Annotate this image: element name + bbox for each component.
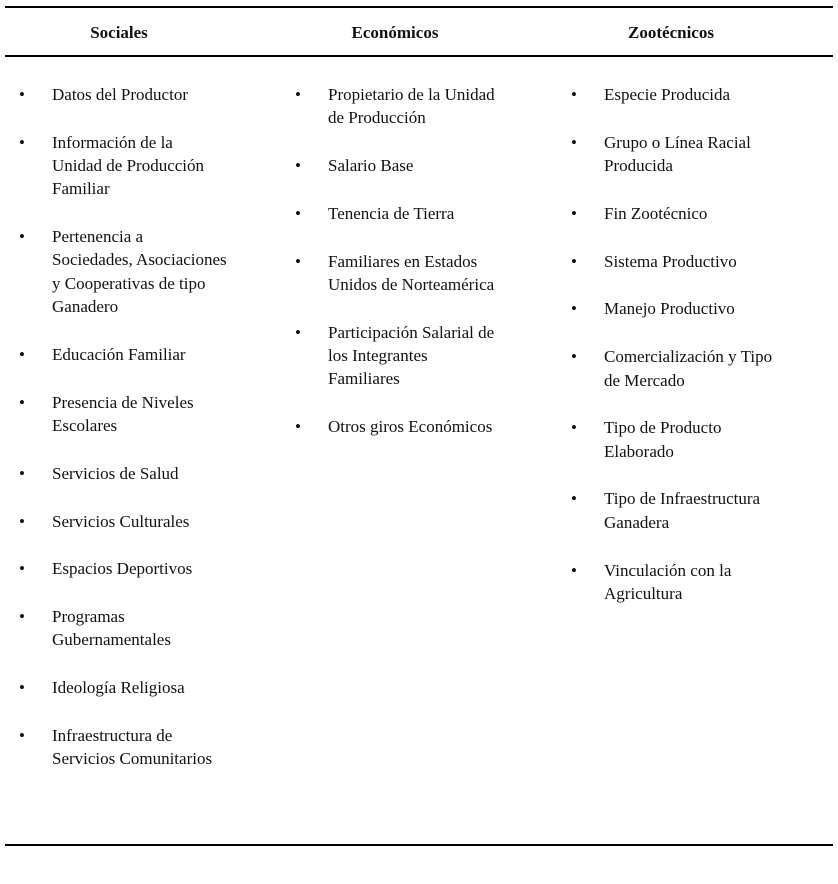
list-item [567,416,792,463]
bullet-icon: • [295,417,301,437]
list-item-text: Grupo o Línea Racial Producida [604,132,751,176]
list-item [15,724,240,771]
list-item [15,391,240,438]
bullet-icon: • [571,132,577,152]
bullet-icon: • [19,344,25,364]
list-item-text: Salario Base [328,156,414,176]
sociales-list [15,83,240,795]
list-item-text: Servicios de Salud [52,463,179,483]
economicos-list [291,83,516,463]
list-item-text: Pertenencia a Sociedades, Asociaciones y Cooperativas de tipo Ganadero [52,227,227,317]
list-item-text: Otros giros Económicos [328,417,493,437]
column-header-sociales: Sociales [90,23,148,42]
list-item-text: Ideología Religiosa [52,678,185,698]
list-item [567,297,792,320]
list-item [15,510,240,533]
bullet-icon: • [19,132,25,152]
bullet-icon: • [19,85,25,104]
bullet-icon: • [571,418,577,438]
bullet-icon: • [295,251,301,271]
bullet-icon: • [295,203,301,223]
bullet-icon: • [19,463,25,483]
column-header-zootecnicos: Zootécnicos [628,23,714,42]
bullet-icon: • [19,392,25,412]
list-item [15,462,240,485]
list-item-text: Vinculación con la Agricultura [604,560,732,603]
list-item [15,343,240,366]
list-item-text: Fin Zootécnico [604,203,708,223]
list-item-text: Programas Gubernamentales [52,607,171,650]
list-item [567,83,792,106]
list-item-text: Presencia de Niveles Escolares [52,392,194,435]
list-item [15,83,240,106]
list-item [15,131,240,201]
zootecnicos-list [567,83,792,630]
table-bottom-rule [5,844,833,846]
list-item-text: Infraestructura de Servicios Comunitarios [52,726,213,769]
list-item-text: Manejo Productivo [604,299,735,319]
list-item-text: Tenencia de Tierra [328,203,455,223]
list-item [291,202,516,225]
list-item-text: Información de la Unidad de Producción Familiar [52,132,205,199]
bullet-icon: • [295,322,301,342]
bullet-icon: • [19,678,25,698]
bullet-icon: • [295,85,301,104]
list-item-text: Espacios Deportivos [52,559,193,579]
list-item-text: Familiares en Estados Unidos de Norteamérica [328,251,495,294]
list-item [15,605,240,652]
table-header-rule [5,55,833,57]
column-header-economicos: Económicos [351,23,439,42]
bullet-icon: • [571,560,577,580]
list-item [291,321,516,391]
list-item [567,202,792,225]
bullet-icon: • [295,156,301,176]
list-item-text: Tipo de Producto Elaborado [604,418,722,461]
list-item-text: Participación Salarial de los Integrantes Familiares [328,322,495,389]
bullet-icon: • [19,227,25,247]
bullet-icon: • [19,559,25,579]
list-item [567,250,792,273]
bullet-icon: • [571,251,577,271]
bullet-icon: • [571,489,577,509]
bullet-icon: • [19,607,25,627]
bullet-icon: • [19,726,25,746]
table-top-rule [5,6,833,8]
list-item-text: Comercialización y Tipo de Mercado [604,347,773,390]
list-item-text: Servicios Culturales [52,511,190,531]
list-item-text: Tipo de Infraestructura Ganadera [604,489,761,532]
list-item [291,415,516,438]
list-item-text: Datos del Productor [52,85,188,104]
bullet-icon: • [19,511,25,531]
list-item [291,154,516,177]
list-item-text: Educación Familiar [52,344,186,364]
list-item-text: Propietario de la Unidad de Producción [328,85,495,128]
list-item [15,225,240,318]
list-item-text: Sistema Productivo [604,251,737,271]
bullet-icon: • [571,203,577,223]
list-item [567,345,792,392]
list-item-text: Especie Producida [604,85,731,104]
list-item [291,250,516,297]
list-item [15,557,240,580]
bullet-icon: • [571,299,577,319]
list-item [15,676,240,699]
list-item [567,131,792,178]
list-item [567,487,792,534]
list-item [291,83,516,130]
bullet-icon: • [571,347,577,367]
list-item [567,559,792,606]
bullet-icon: • [571,85,577,104]
